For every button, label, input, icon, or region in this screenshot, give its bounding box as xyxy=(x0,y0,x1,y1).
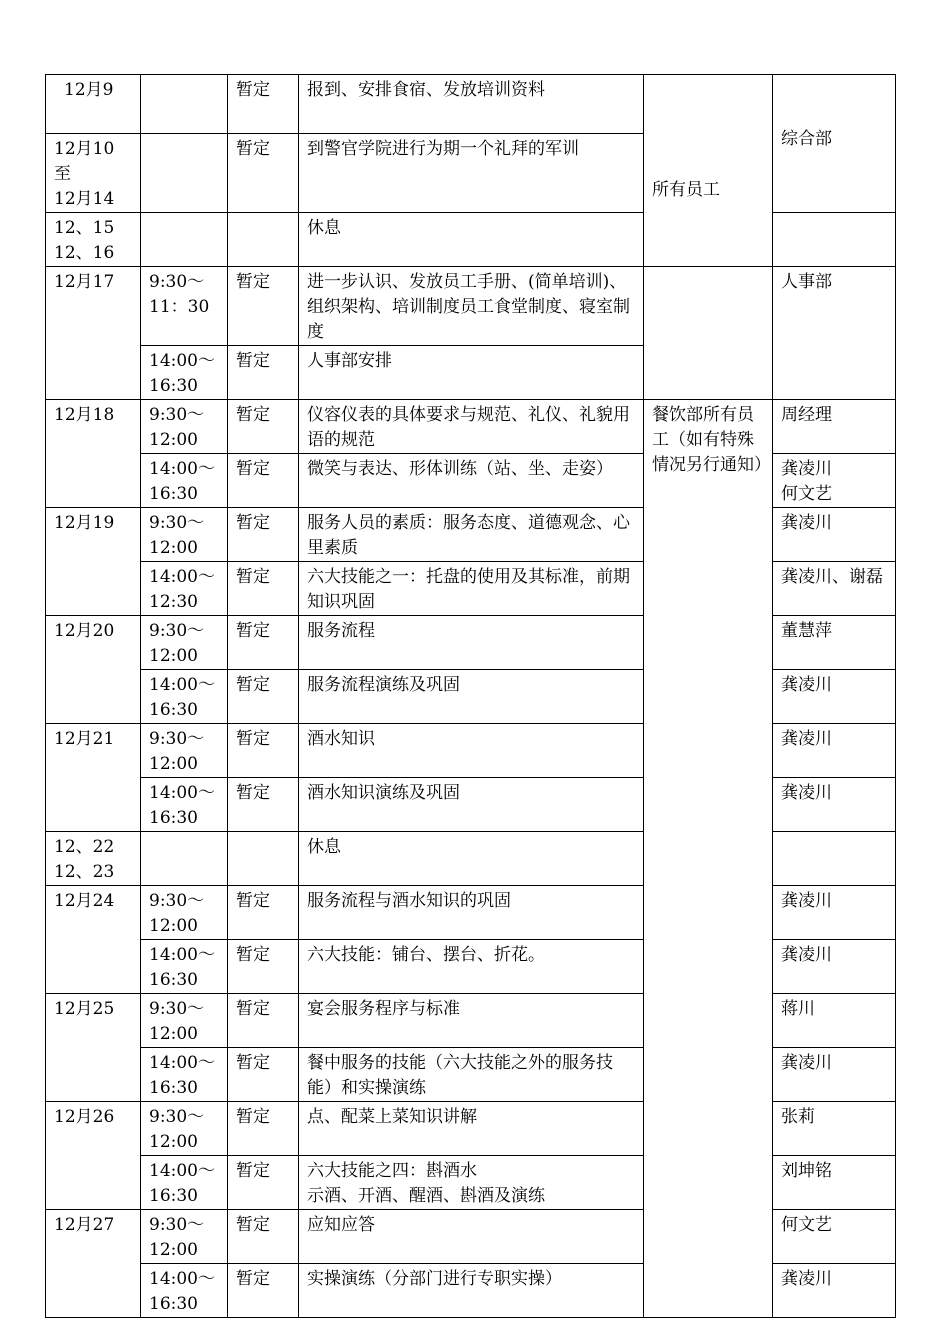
time-cell: 9:30～ 12:00 xyxy=(141,886,228,940)
trainer-cell: 龚凌川 xyxy=(773,508,896,562)
content-cell: 服务流程与酒水知识的巩固 xyxy=(299,886,644,940)
date-cell: 12月21 xyxy=(46,724,141,832)
date-cell: 12月9 xyxy=(46,75,141,134)
status-cell: 暂定 xyxy=(228,1048,299,1102)
content-cell: 服务流程 xyxy=(299,616,644,670)
time-cell xyxy=(141,832,228,886)
content-cell: 酒水知识演练及巩固 xyxy=(299,778,644,832)
status-cell: 暂定 xyxy=(228,778,299,832)
date-cell: 12月27 xyxy=(46,1210,141,1318)
content-cell: 六大技能之四：斟酒水 示酒、开酒、醒酒、斟酒及演练 xyxy=(299,1156,644,1210)
content-cell: 宴会服务程序与标准 xyxy=(299,994,644,1048)
time-cell: 14:00～ 16:30 xyxy=(141,1048,228,1102)
trainer-cell: 龚凌川 xyxy=(773,886,896,940)
date-cell: 12月24 xyxy=(46,886,141,994)
time-cell: 14:00～ 16:30 xyxy=(141,670,228,724)
date-cell: 12月20 xyxy=(46,616,141,724)
time-cell xyxy=(141,134,228,213)
audience-cell-fb: 餐饮部所有员工（如有特殊情况另行通知） xyxy=(644,400,773,1318)
date-cell: 12、22 12、23 xyxy=(46,832,141,886)
content-cell: 餐中服务的技能（六大技能之外的服务技能）和实操演练 xyxy=(299,1048,644,1102)
date-cell: 12月17 xyxy=(46,267,141,400)
department-cell-general: 综合部 xyxy=(773,75,896,213)
time-cell: 9:30～ 12:00 xyxy=(141,400,228,454)
content-cell: 酒水知识 xyxy=(299,724,644,778)
content-cell: 应知应答 xyxy=(299,1210,644,1264)
status-cell: 暂定 xyxy=(228,670,299,724)
audience-cell-blank xyxy=(644,267,773,400)
time-cell: 9:30～ 12:00 xyxy=(141,994,228,1048)
status-cell: 暂定 xyxy=(228,994,299,1048)
content-cell: 休息 xyxy=(299,832,644,886)
trainer-cell: 蒋川 xyxy=(773,994,896,1048)
date-cell: 12月26 xyxy=(46,1102,141,1210)
date-cell: 12月18 xyxy=(46,400,141,508)
content-cell: 服务人员的素质：服务态度、道德观念、心里素质 xyxy=(299,508,644,562)
status-cell: 暂定 xyxy=(228,616,299,670)
trainer-cell: 龚凌川 xyxy=(773,724,896,778)
trainer-cell: 龚凌川 xyxy=(773,778,896,832)
content-cell: 休息 xyxy=(299,213,644,267)
time-cell xyxy=(141,213,228,267)
content-cell: 六大技能之一：托盘的使用及其标准，前期 知识巩固 xyxy=(299,562,644,616)
status-cell: 暂定 xyxy=(228,562,299,616)
status-cell: 暂定 xyxy=(228,508,299,562)
status-cell: 暂定 xyxy=(228,75,299,134)
time-cell: 14:00～ 16:30 xyxy=(141,454,228,508)
trainer-cell: 龚凌川、谢磊 xyxy=(773,562,896,616)
trainer-cell: 龚凌川 xyxy=(773,940,896,994)
date-cell: 12月25 xyxy=(46,994,141,1102)
content-cell: 六大技能：铺台、摆台、折花。 xyxy=(299,940,644,994)
content-cell: 到警官学院进行为期一个礼拜的军训 xyxy=(299,134,644,213)
date-cell: 12月10 至 12月14 xyxy=(46,134,141,213)
table-row xyxy=(46,267,896,346)
trainer-cell: 龚凌川 xyxy=(773,1048,896,1102)
time-cell: 9:30～ 12:00 xyxy=(141,616,228,670)
status-cell: 暂定 xyxy=(228,400,299,454)
trainer-cell: 龚凌川 xyxy=(773,670,896,724)
time-cell: 14:00～ 16:30 xyxy=(141,1264,228,1318)
trainer-cell: 张莉 xyxy=(773,1102,896,1156)
status-cell: 暂定 xyxy=(228,454,299,508)
trainer-cell: 龚凌川 何文艺 xyxy=(773,454,896,508)
time-cell: 9:30～ 12:00 xyxy=(141,1210,228,1264)
table-row xyxy=(46,75,896,134)
time-cell xyxy=(141,75,228,134)
content-cell: 微笑与表达、形体训练（站、坐、走姿） xyxy=(299,454,644,508)
status-cell xyxy=(228,213,299,267)
status-cell: 暂定 xyxy=(228,267,299,346)
status-cell xyxy=(228,832,299,886)
status-cell: 暂定 xyxy=(228,940,299,994)
time-cell: 14:00～ 16:30 xyxy=(141,346,228,400)
trainer-cell: 何文艺 xyxy=(773,1210,896,1264)
trainer-cell: 龚凌川 xyxy=(773,1264,896,1318)
time-cell: 9:30～ 12:00 xyxy=(141,724,228,778)
time-cell: 14:00～ 16:30 xyxy=(141,940,228,994)
time-cell: 14:00～ 16:30 xyxy=(141,778,228,832)
time-cell: 14:00～ 12:30 xyxy=(141,562,228,616)
content-cell: 仪容仪表的具体要求与规范、礼仪、礼貌用语的规范 xyxy=(299,400,644,454)
content-cell: 服务流程演练及巩固 xyxy=(299,670,644,724)
content-cell: 实操演练（分部门进行专职实操） xyxy=(299,1264,644,1318)
training-schedule-table xyxy=(45,74,896,1318)
trainer-cell: 董慧萍 xyxy=(773,616,896,670)
status-cell: 暂定 xyxy=(228,1156,299,1210)
content-cell: 人事部安排 xyxy=(299,346,644,400)
status-cell: 暂定 xyxy=(228,1210,299,1264)
trainer-cell xyxy=(773,832,896,886)
content-cell: 进一步认识、发放员工手册、(简单培训)、组织架构、培训制度员工食堂制度、寝室制度 xyxy=(299,267,644,346)
status-cell: 暂定 xyxy=(228,724,299,778)
time-cell: 9:30～ 11：30 xyxy=(141,267,228,346)
content-cell: 报到、安排食宿、发放培训资料 xyxy=(299,75,644,134)
time-cell: 9:30～ 12:00 xyxy=(141,1102,228,1156)
date-cell: 12、15 12、16 xyxy=(46,213,141,267)
audience-cell-all: 所有员工 xyxy=(644,75,773,267)
time-cell: 9:30～ 12:00 xyxy=(141,508,228,562)
status-cell: 暂定 xyxy=(228,886,299,940)
date-cell: 12月19 xyxy=(46,508,141,616)
status-cell: 暂定 xyxy=(228,1102,299,1156)
time-cell: 14:00～ 16:30 xyxy=(141,1156,228,1210)
trainer-cell: 刘坤铭 xyxy=(773,1156,896,1210)
department-cell-hr: 人事部 xyxy=(773,267,896,400)
table-row xyxy=(46,400,896,454)
department-cell-empty xyxy=(773,213,896,267)
status-cell: 暂定 xyxy=(228,346,299,400)
status-cell: 暂定 xyxy=(228,1264,299,1318)
status-cell: 暂定 xyxy=(228,134,299,213)
trainer-cell: 周经理 xyxy=(773,400,896,454)
content-cell: 点、配菜上菜知识讲解 xyxy=(299,1102,644,1156)
